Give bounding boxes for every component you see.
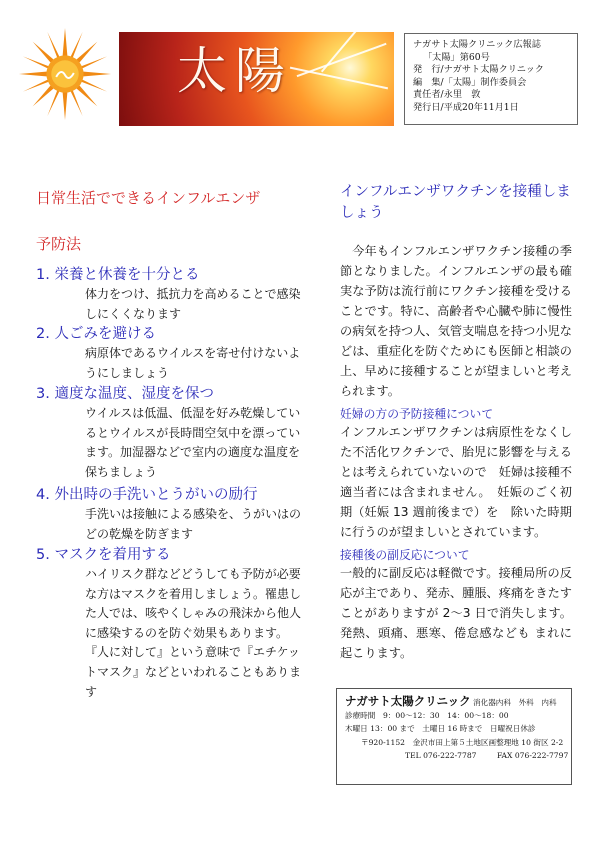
newsletter-title: 太陽 (177, 42, 293, 100)
clinic-fax: FAX 076-222-7797 (496, 750, 569, 760)
clinic-departments: 消化器内科 外科 内科 (473, 698, 557, 707)
clinic-tel: TEL 076-222-7787 (405, 750, 477, 760)
item-title-nutrition: 1. 栄養と休養を十分とる (36, 267, 200, 283)
item-title-mask: 5. マスクを着用する (36, 547, 171, 563)
vaccine-intro: 今年もインフルエンザワクチン接種の季節となりました。インフルエンザの最も確実な予防は流行前にワクチン接種を受けることです。特に、高齢者や心臓や肺に慢性の病気を持つ人、気管支喘息を持つ小児などは、重症化を防ぐためにも医師と相談の上、早めに接種することが望ましいと考えられます。 (340, 244, 572, 398)
vaccine-heading: インフルエンザワクチンを接種しましょう (340, 184, 571, 221)
clinic-phone-line (345, 749, 571, 762)
sun-logo-icon (16, 25, 114, 123)
info-line: 発 行/ナガサト太陽クリニック (413, 64, 544, 76)
info-line: 責任者/永里 敦 (413, 89, 481, 101)
clinic-name-line (345, 695, 571, 709)
clinic-name: ナガサト太陽クリニック (345, 694, 471, 708)
item-title-crowds: 2. 人ごみを避ける (36, 326, 156, 342)
item-title-handwashing: 4. 外出時の手洗いとうがいの励行 (36, 487, 258, 503)
pregnant-heading: 妊婦の方の予防接種について (340, 407, 494, 421)
item-body-humidity: ウイルスは低温、低湿を好み乾燥しているとウイルスが長時間空気中を漂っています。加湿器などで室内の適度な温度を保ちましょう (85, 406, 301, 479)
info-line: ナガサト太陽クリニック広報誌 (413, 39, 541, 50)
item-body-mask: ハイリスク群などどうしても予防が必要な方はマスクを着用しましょう。罹患した人では、咳やくしゃみの飛沫から他人に感染するのを防ぐ効果もあります。『人に対して』という意味で『エチケットマスク』などといわれることもあります (85, 567, 302, 699)
item-body-nutrition: 体力をつけ、抵抗力を高めることで感染しにくくなります (85, 287, 301, 321)
pregnant-body: インフルエンザワクチンは病原性をなくした不活化ワクチンで、胎児に影響を与えるとは考えられていないので 妊婦は接種不適当者には含まれません。 妊娠のごく初期（妊娠 13 週前後まで）を 除いた時期に行うのが望ましいとされています。 (340, 425, 572, 539)
clinic-hours: 診療時間 9：00〜12：30 14：00〜18：00 (345, 711, 509, 721)
side-effects-heading: 接種後の副反応について (340, 548, 470, 562)
clinic-holidays: 木曜日 13：00 まで 土曜日 16 時まで 日曜祝日休診 (345, 724, 536, 734)
article-heading: 日常生活でできるインフルエンザ (36, 189, 261, 207)
clinic-info-box (336, 688, 572, 785)
item-body-handwashing: 手洗いは接触による感染を、うがいはのどの乾燥を防ぎます (85, 507, 302, 541)
info-line: 発行日/平成20年11月1日 (413, 101, 519, 113)
info-line: 編 集/「太陽」制作委員会 (413, 76, 527, 88)
masthead-banner (119, 32, 394, 126)
clinic-address: 〒920-1152 金沢市田上第５土地区画整理地 10 街区 2-2 (361, 737, 564, 747)
article-subheading: 予防法 (36, 235, 82, 253)
item-body-crowds: 病原体であるウイルスを寄せ付けないようにしましょう (85, 346, 301, 380)
side-effects-body: 一般的に副反応は軽微です。接種局所の反応が主であり、発赤、腫脹、疼痛をきたすことがありますが 2〜3 日で消失します。発熱、頭痛、悪寒、倦怠感なども まれに起こります。 (340, 566, 572, 660)
publication-info (404, 33, 578, 125)
item-title-humidity: 3. 適度な温度、湿度を保つ (36, 386, 214, 402)
info-line: 「太陽」第60号 (423, 51, 490, 63)
